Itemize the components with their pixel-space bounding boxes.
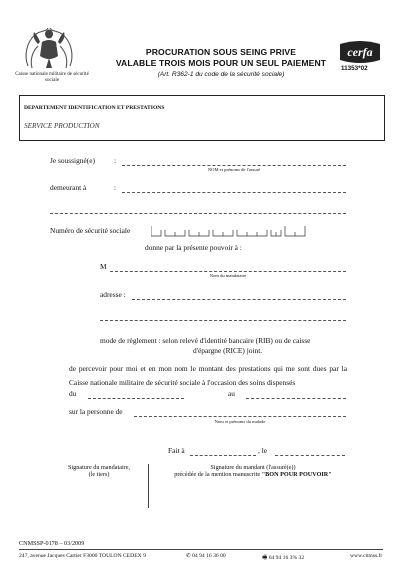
percevoir-paragraph: de percevoir pour moi et en mon nom le montant des prestations qui me sont dues par la Caisse nationale militaire de sécurité sociale à l'occasion des soins dispensés [69, 364, 347, 387]
department-service: SERVICE PRODUCTION [24, 122, 100, 130]
footer-rule [19, 549, 383, 550]
signature-mandant-block [153, 464, 353, 478]
du-label: du [69, 389, 77, 398]
title-line-1: PROCURATION SOUS SEING PRIVE [145, 47, 297, 57]
legal-reference: (Art. R362-1 du code de la sécurité sociale) [157, 71, 285, 78]
mandataire-address-field-2[interactable] [100, 320, 346, 321]
bon-pour-pouvoir-mention: "BON POUR POUVOIR" [261, 471, 332, 478]
footer-fax: 04 94 16 3% 32 [268, 555, 305, 561]
form-title [110, 47, 332, 69]
signature-mandant-prefix: précédée de la mention manuscrite [174, 471, 261, 478]
footer-website[interactable]: www.cnmss.fr [350, 553, 383, 559]
department-title: DEPARTEMENT IDENTIFICATION ET PRESTATIONS [24, 105, 165, 111]
je-soussigne-label: Je soussigné(e) [50, 156, 95, 165]
footer-address: 247, avenue Jacques Cartier F3000 TOULON CEDEX 9 [19, 553, 146, 559]
fax-icon: 🖷 [262, 555, 268, 561]
signature-mandataire-line-1: Signature du mandataire, [67, 464, 131, 471]
form-reference: CNMSSP-0178 – 03/2009 [19, 540, 85, 547]
mandataire-address-field-1[interactable] [132, 299, 346, 300]
fait-a-label: Fait à [168, 446, 185, 455]
signature-divider [148, 464, 150, 508]
au-label: au [228, 389, 235, 398]
phone-icon: ✆ [186, 553, 191, 559]
colon-1: : [114, 156, 117, 165]
sur-personne-label: sur la personne de [69, 407, 123, 416]
m-label: M [100, 262, 107, 271]
cerfa-number: 11353*02 [341, 65, 368, 72]
department-box [19, 95, 385, 141]
fait-a-field[interactable] [190, 455, 256, 456]
address-field-line-1[interactable] [122, 192, 346, 193]
mandataire-caption: Nom du mandataire [209, 273, 247, 278]
le-label: , le [258, 446, 268, 455]
adresse-label: adresse : [100, 290, 126, 299]
signature-mandataire-block [62, 464, 136, 478]
ssn-boxes[interactable] [151, 225, 307, 237]
malade-name-field[interactable] [134, 416, 346, 417]
footer-phone: 04 94 16 36 00 [192, 553, 226, 559]
logo-caption: Caisse nationale militaire de sécurité sociale [15, 72, 89, 83]
name-caption: NOM et prénoms de l'assuré [207, 167, 261, 172]
malade-caption: Nom et prénoms du malade [214, 419, 266, 424]
cnmss-logo-emblem [20, 22, 78, 72]
signature-mandataire-line-2: (le tiers) [88, 471, 110, 478]
footer-fax-group [262, 553, 304, 563]
signature-mandant-line-1: Signature du mandant (l'assuré(e)) [210, 464, 296, 471]
date-from-field[interactable] [88, 398, 184, 399]
donne-pouvoir-text: donne par la présente pouvoir à : [145, 243, 242, 252]
reglement-line-2: d'épargne (RICE) joint. [193, 346, 263, 355]
demeurant-label: demeurant à [50, 183, 87, 192]
colon-2: : [114, 183, 117, 192]
date-to-field[interactable] [246, 398, 346, 399]
date-signature-field[interactable] [275, 455, 345, 456]
name-field[interactable] [122, 165, 346, 166]
signature-mandant-line-2 [153, 471, 353, 478]
title-line-2: VALABLE TROIS MOIS POUR UN SEUL PAIEMENT [115, 58, 327, 68]
reglement-line-1: mode de règlement : selon relevé d'identité bancaire (RIB) ou de caisse [100, 336, 311, 345]
ssn-label: Numéro de sécurité sociale [50, 226, 131, 235]
cerfa-logo-text: cerfa [347, 45, 373, 59]
mandataire-name-field[interactable] [110, 271, 346, 272]
footer-phone-group [186, 553, 226, 559]
address-field-line-2[interactable] [50, 213, 346, 214]
